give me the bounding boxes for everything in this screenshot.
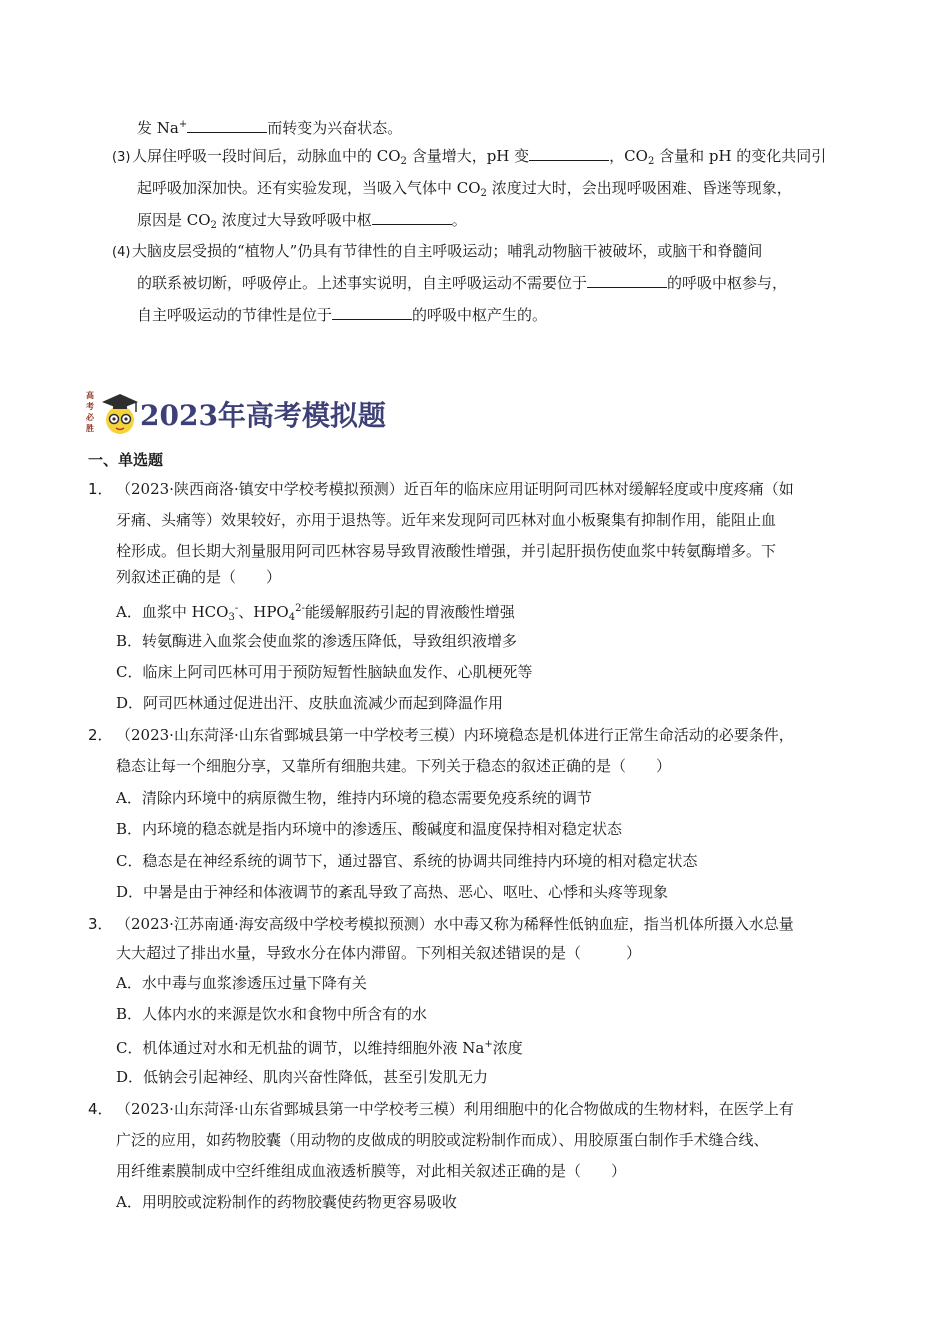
text: A．用明胶或淀粉制作的药物胶囊使药物更容易吸收 (116, 1193, 457, 1211)
item-4-line-3 (137, 304, 547, 326)
fill-blank[interactable] (372, 210, 452, 225)
text: 原因是 CO (137, 211, 211, 229)
text: 栓形成。但长期大剂量服用阿司匹林容易导致胃液酸性增强，并引起肝损伤使血浆中转氨酶增多。下 (116, 542, 777, 560)
question-number: 2． (88, 726, 113, 744)
text: B．人体内水的来源是饮水和食物中所含有的水 (116, 1005, 428, 1023)
text: 起呼吸加深加快。还有实验发现，当吸入气体中 CO (137, 179, 481, 197)
subscript: 2 (647, 156, 655, 167)
item-4-line-1 (112, 240, 762, 264)
text: A．水中毒与血浆渗透压过量下降有关 (116, 974, 367, 992)
text: （2023·江苏南通·海安高级中学校考模拟预测）水中毒又称为稀释性低钠血症，指当机体所摄入水总量 (116, 915, 794, 933)
text: C．稳态是在神经系统的调节下，通过器官、系统的协调共同维持内环境的相对稳定状态 (116, 852, 698, 870)
question-1-option-b[interactable] (116, 630, 517, 652)
question-number: 4． (88, 1100, 113, 1118)
text: 列叙述正确的是（ ） (116, 568, 282, 586)
text: 用纤维素膜制成中空纤维组成血液透析膜等，对此相关叙述正确的是（ ） (116, 1162, 627, 1180)
subscript: 2 (400, 156, 407, 167)
superscript: - (234, 603, 239, 614)
item-3-line-2 (137, 177, 792, 205)
question-4-line-3 (116, 1160, 626, 1182)
text: 含量和 pH 的变化共同引 (654, 147, 827, 165)
question-3-line-1 (88, 913, 794, 935)
text: 广泛的应用，如药物胶囊（用动物的皮做成的明胶或淀粉制作而成）、用胶原蛋白制作手术缝合线、 (116, 1131, 769, 1149)
question-2-option-d[interactable] (116, 881, 668, 903)
text: （2023·陕西商洛·镇安中学校考模拟预测）近百年的临床应用证明阿司匹林对缓解轻度或中度疼痛（如 (116, 480, 794, 498)
text: B．内环境的稳态就是指内环境中的渗透压、酸碱度和温度保持相对稳定状态 (116, 820, 623, 838)
item-number: (4) (112, 245, 131, 260)
item-number: (3) (112, 150, 131, 165)
question-3-option-a[interactable] (116, 972, 367, 994)
section-title: 2023年高考模拟题 (140, 399, 386, 432)
text: 浓度 (492, 1039, 523, 1057)
text: 自主呼吸运动的节律性是位于 (137, 306, 333, 324)
text: A．血浆中 HCO (116, 603, 229, 621)
continuation-line (137, 114, 402, 139)
text: D．中暑是由于神经和体液调节的紊乱导致了高热、恶心、呕吐、心悸和头疼等现象 (116, 883, 669, 901)
question-1-line-1 (88, 478, 794, 500)
question-3-option-c[interactable] (116, 1034, 523, 1059)
subscript: 4 (288, 612, 296, 623)
question-2-option-c[interactable] (116, 850, 697, 872)
superscript: + (178, 119, 188, 130)
subscript: 3 (228, 612, 235, 623)
text: 牙痛、头痛等）效果较好，亦用于退热等。近年来发现阿司匹林对血小板聚集有抑制作用，能阻止血 (116, 511, 777, 529)
question-2-line-2 (116, 755, 671, 777)
item-4-line-2 (137, 272, 787, 294)
question-2-option-b[interactable] (116, 818, 622, 840)
question-type-heading: 一、单选题 (88, 451, 164, 469)
question-1-option-d[interactable] (116, 692, 503, 714)
text: 而转变为兴奋状态。 (267, 119, 403, 137)
item-3-line-3 (137, 209, 467, 237)
question-1-line-3 (116, 540, 776, 562)
question-1-option-a[interactable] (116, 598, 515, 629)
fill-blank[interactable] (332, 305, 412, 320)
text: 人屏住呼吸一段时间后，动脉血中的 CO (132, 147, 401, 165)
text: B．转氨酶进入血浆会使血浆的渗透压降低，导致组织液增多 (116, 632, 518, 650)
text: （2023·山东菏泽·山东省鄄城县第一中学校考三模）利用细胞中的化合物做成的生物材料，在医学上有 (116, 1100, 794, 1118)
text: 的呼吸中枢产生的。 (412, 306, 548, 324)
question-4-option-a[interactable] (116, 1191, 457, 1213)
question-3-option-d[interactable] (116, 1066, 488, 1088)
text: C．机体通过对水和无机盐的调节，以维持细胞外液 Na (116, 1039, 485, 1057)
item-3-line-1 (112, 145, 826, 173)
question-1-line-4 (116, 566, 281, 588)
question-2-option-a[interactable] (116, 787, 592, 809)
superscript: + (484, 1039, 493, 1050)
text: 稳态让每一个细胞分享，又靠所有细胞共建。下列关于稳态的叙述正确的是（ ） (116, 757, 672, 775)
text: 大脑皮层受损的“植物人”仍具有节律性的自主呼吸运动；哺乳动物脑干被破坏，或脑干和脊髓间 (132, 242, 763, 260)
question-3-option-b[interactable] (116, 1003, 427, 1025)
text: 浓度过大时，会出现呼吸困难、昏迷等现象， (486, 179, 792, 197)
question-4-line-2 (116, 1129, 769, 1151)
text: C．临床上阿司匹林可用于预防短暂性脑缺血发作、心肌梗死等 (116, 663, 533, 681)
superscript: 2- (295, 603, 305, 614)
text: 、HPO (238, 603, 289, 621)
text: 浓度过大导致呼吸中枢 (216, 211, 372, 229)
text: 的联系被切断，呼吸停止。上述事实说明，自主呼吸运动不需要位于 (137, 274, 588, 292)
logo-text: 高考必胜 (86, 390, 94, 433)
text: （2023·山东菏泽·山东省鄄城县第一中学校考三模）内环境稳态是机体进行正常生命活动的必要条件， (116, 726, 794, 744)
question-1-option-c[interactable] (116, 661, 532, 683)
fill-blank[interactable] (529, 146, 609, 161)
fill-blank[interactable] (187, 118, 267, 133)
question-3-line-2 (116, 942, 641, 964)
text: 含量增大，pH 变 (406, 147, 530, 165)
question-4-line-1 (88, 1098, 794, 1120)
text: 发 Na (137, 119, 179, 137)
text: A．清除内环境中的病原微生物，维持内环境的稳态需要免疫系统的调节 (116, 789, 592, 807)
text: ，CO (609, 147, 648, 165)
exam-logo (84, 388, 140, 438)
subscript: 2 (480, 188, 487, 199)
subscript: 2 (210, 220, 217, 231)
text: 大大超过了排出水量，导致水分在体内滞留。下列相关叙述错误的是（ ） (116, 944, 642, 962)
text: 能缓解服药引起的胃液酸性增强 (304, 603, 515, 621)
text: 。 (451, 211, 467, 229)
question-1-line-2 (116, 509, 776, 531)
question-number: 3． (88, 915, 113, 933)
text: D．阿司匹林通过促进出汗、皮肤血流减少而起到降温作用 (116, 694, 504, 712)
text: 的呼吸中枢参与， (667, 274, 788, 292)
fill-blank[interactable] (587, 273, 667, 288)
question-number: 1． (88, 480, 113, 498)
text: D．低钠会引起神经、肌肉兴奋性降低，甚至引发肌无力 (116, 1068, 489, 1086)
question-2-line-1 (88, 724, 794, 746)
